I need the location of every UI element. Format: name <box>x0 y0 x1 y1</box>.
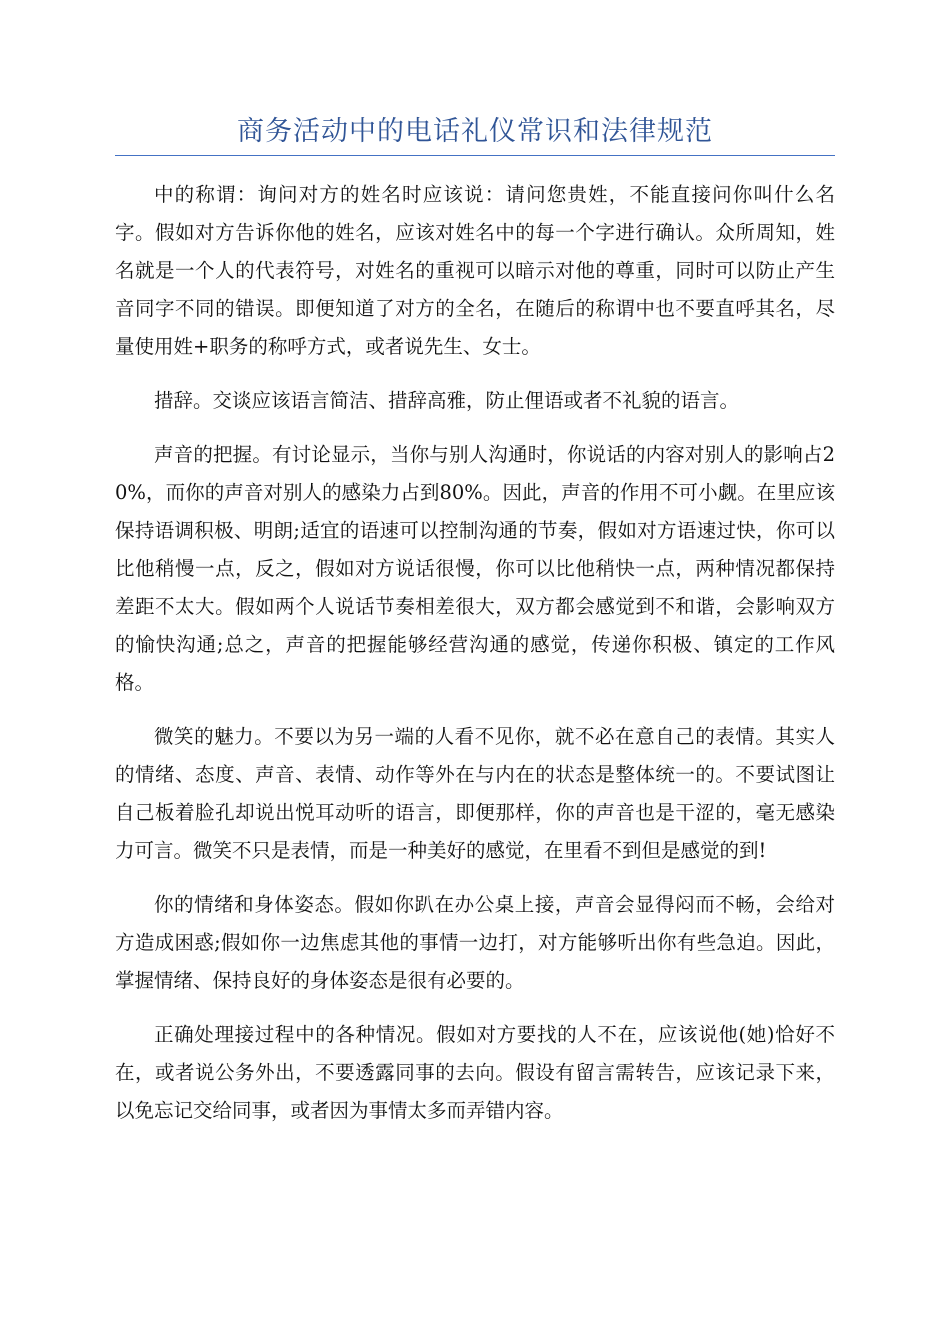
document-body <box>115 176 835 1146</box>
title-underline <box>115 155 835 156</box>
paragraph-voice: 声音的把握。有讨论显示，当你与别人沟通时，你说话的内容对别人的影响占20%，而你的声音对别人的感染力占到80%。因此，声音的作用不可小觑。在里应该保持语调积极、明朗;适宜的语速可以控制沟通的节奏，假如对方语速过快，你可以比他稍慢一点，反之，假如对方说话很慢，你可以比他稍快一点，两种情况都保持差距不太大。假如两个人说话节奏相差很大，双方都会感觉到不和谐，会影响双方的愉快沟通;总之，声音的把握能够经营沟通的感觉，传递你积极、镇定的工作风格。 <box>115 443 835 694</box>
paragraph-salutation: 中的称谓：询问对方的姓名时应该说：请问您贵姓，不能直接问你叫什么名字。假如对方告诉你他的姓名，应该对姓名中的每一个字进行确认。众所周知，姓名就是一个人的代表符号，对姓名的重视可以暗示对他的尊重，同时可以防止产生音同字不同的错误。即便知道了对方的全名，在随后的称谓中也不要直呼其名，尽量使用姓+职务的称呼方式，或者说先生、女士。 <box>115 183 835 358</box>
paragraph-wording: 措辞。交谈应该语言简洁、措辞高雅，防止俚语或者不礼貌的语言。 <box>154 389 740 412</box>
paragraph-smile: 微笑的魅力。不要以为另一端的人看不见你，就不必在意自己的表情。其实人的情绪、态度、声音、表情、动作等外在与内在的状态是整体统一的。不要试图让自己板着脸孔却说出悦耳动听的语言，即便那样，你的声音也是干涩的，毫无感染力可言。微笑不只是表情，而是一种美好的感觉，在里看不到但是感觉的到! <box>115 725 835 862</box>
paragraph-handling: 正确处理接过程中的各种情况。假如对方要找的人不在，应该说他(她)恰好不在，或者说公务外出，不要透露同事的去向。假设有留言需转告，应该记录下来，以免忘记交给同事，或者因为事情太多而弄错内容。 <box>115 1023 835 1122</box>
paragraph-posture: 你的情绪和身体姿态。假如你趴在办公桌上接，声音会显得闷而不畅，会给对方造成困惑;假如你一边焦虑其他的事情一边打，对方能够听出你有些急迫。因此，掌握情绪、保持良好的身体姿态是很有必要的。 <box>115 893 835 992</box>
document-title: 商务活动中的电话礼仪常识和法律规范 <box>237 116 713 147</box>
